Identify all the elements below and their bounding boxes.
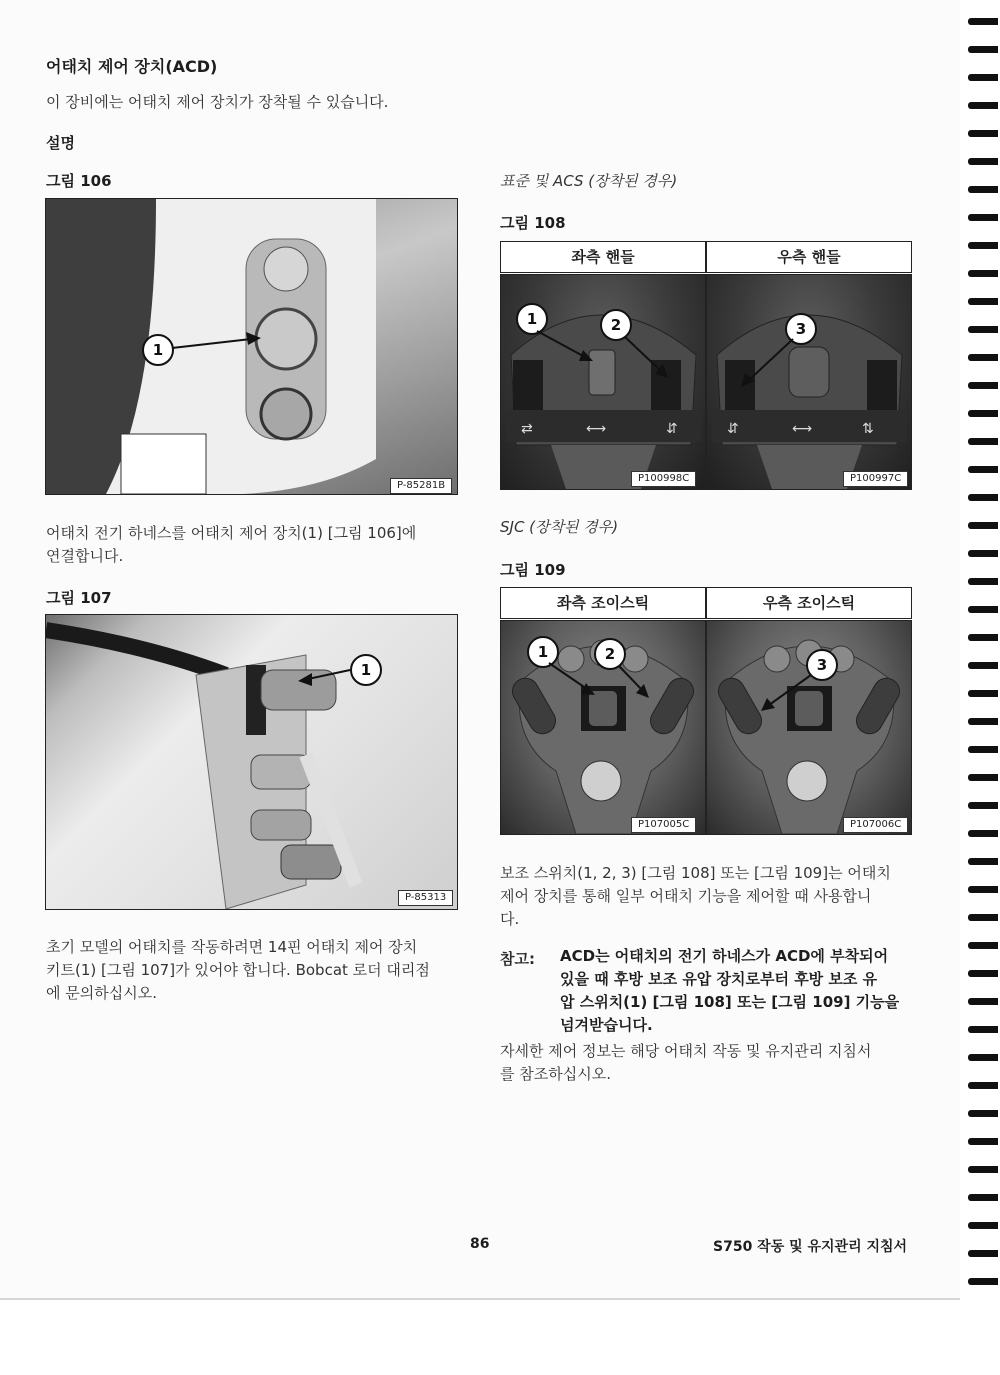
callout-arrows xyxy=(501,275,705,489)
figure-107-caption-line-2: 키트(1) [그림 107]가 있어야 합니다. Bobcat 로더 대리점 xyxy=(46,961,430,979)
left-joystick-photo xyxy=(500,620,706,835)
callout-3: 3 xyxy=(806,649,838,681)
callout-1: 1 xyxy=(142,334,174,366)
callout-1: 1 xyxy=(516,303,548,335)
right-joystick-header: 우측 조이스틱 xyxy=(706,587,912,619)
aux-text-line-1: 보조 스위치(1, 2, 3) [그림 108] 또는 [그림 109]는 어태치 xyxy=(500,864,891,882)
callout-arrows xyxy=(501,621,705,834)
callout-3: 3 xyxy=(785,313,817,345)
callout-arrow xyxy=(707,275,911,489)
right-handle-photo xyxy=(706,274,912,490)
spiral-binding xyxy=(962,0,1000,1300)
figure-108-label: 그림 108 xyxy=(500,214,566,232)
page-number: 86 xyxy=(470,1236,490,1252)
callout-arrow xyxy=(46,199,457,494)
right-joystick-photo xyxy=(706,620,912,835)
figure-109-label: 그림 109 xyxy=(500,561,566,579)
left-handle-photo xyxy=(500,274,706,490)
left-handle-header: 좌측 핸들 xyxy=(500,241,706,273)
sjc-subtitle: SJC (장착된 경우) xyxy=(500,518,619,536)
callout-1: 1 xyxy=(350,654,382,686)
callout-2: 2 xyxy=(594,638,626,670)
callout-arrow xyxy=(46,615,457,909)
figure-106-caption-line-1: 어태치 전기 하네스를 어태치 제어 장치(1) [그림 106]에 xyxy=(46,524,417,542)
photo-code: P-85281B xyxy=(390,478,452,494)
svg-text:⇄: ⇄ xyxy=(521,421,533,437)
intro-text: 이 장비에는 어태치 제어 장치가 장착될 수 있습니다. xyxy=(46,93,389,111)
figure-107-caption-line-3: 에 문의하십시오. xyxy=(46,984,157,1002)
note-line-3: 압 스위치(1) [그림 108] 또는 [그림 109] 기능을 xyxy=(560,993,900,1011)
manual-title: S750 작동 및 유지관리 지침서 xyxy=(713,1239,908,1255)
photo-code: P100998C xyxy=(631,471,696,487)
figure-106-photo xyxy=(45,198,458,495)
acs-subtitle: 표준 및 ACS (장착된 경우) xyxy=(500,172,678,190)
photo-code: P107005C xyxy=(631,817,696,833)
callout-1: 1 xyxy=(527,636,559,668)
figure-106-label: 그림 106 xyxy=(46,172,112,190)
aux-text-line-3: 다. xyxy=(500,910,520,928)
photo-code: P107006C xyxy=(843,817,908,833)
svg-text:⟷: ⟷ xyxy=(586,421,607,437)
aux-text-line-2: 제어 장치를 통해 일부 어태치 기능을 제어할 때 사용합니 xyxy=(500,887,872,905)
figure-107-caption-line-1: 초기 모델의 어태치를 작동하려면 14핀 어태치 제어 장치 xyxy=(46,938,418,956)
svg-text:⟷: ⟷ xyxy=(792,421,813,437)
callout-arrow xyxy=(707,621,911,834)
left-joystick-header: 좌측 조이스틱 xyxy=(500,587,706,619)
right-handle-header: 우측 핸들 xyxy=(706,241,912,273)
section-title: 어태치 제어 장치(ACD) xyxy=(46,57,218,76)
figure-107-photo xyxy=(45,614,458,910)
detail-text-line-2: 를 참조하십시오. xyxy=(500,1065,611,1083)
callout-2: 2 xyxy=(600,309,632,341)
description-heading: 설명 xyxy=(46,134,75,152)
note-line-2: 있을 때 후방 보조 유압 장치로부터 후방 보조 유 xyxy=(560,970,878,988)
note-line-1: ACD는 어태치의 전기 하네스가 ACD에 부착되어 xyxy=(560,947,889,965)
note-label: 참고: xyxy=(500,950,535,968)
svg-text:⇅: ⇅ xyxy=(862,421,874,437)
photo-code: P-85313 xyxy=(398,890,453,906)
note-line-4: 넘겨받습니다. xyxy=(560,1016,653,1034)
figure-107-label: 그림 107 xyxy=(46,589,112,607)
detail-text-line-1: 자세한 제어 정보는 해당 어태치 작동 및 유지관리 지침서 xyxy=(500,1042,872,1060)
photo-code: P100997C xyxy=(843,471,908,487)
page-edge xyxy=(0,1298,960,1300)
figure-106-caption-line-2: 연결합니다. xyxy=(46,547,124,565)
svg-text:⇵: ⇵ xyxy=(666,421,678,437)
svg-text:⇵: ⇵ xyxy=(727,421,739,437)
